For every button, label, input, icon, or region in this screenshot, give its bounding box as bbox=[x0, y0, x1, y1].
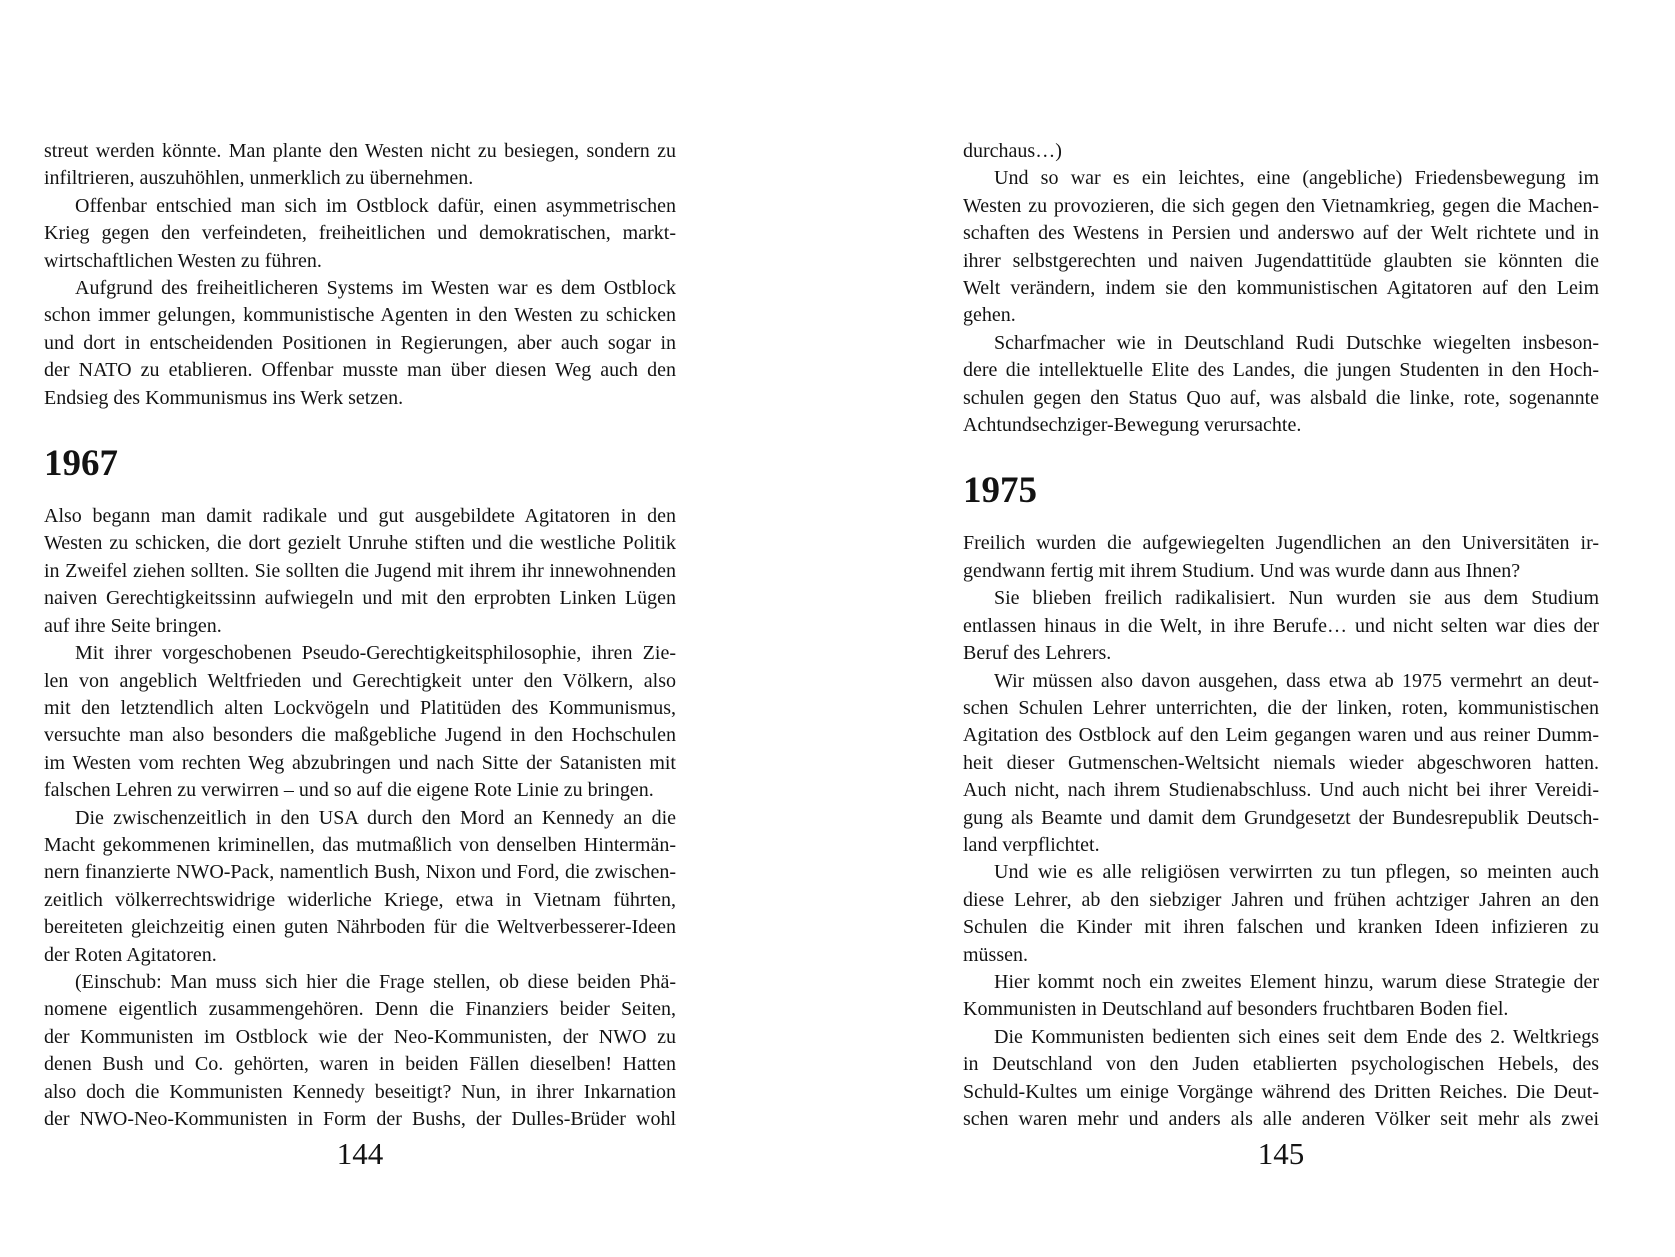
text-line: Freilich wurden die aufgewiegelten Jugendlichen an den Universitäten ir- bbox=[963, 532, 1599, 555]
paragraph bbox=[44, 503, 676, 640]
paragraph bbox=[963, 138, 1599, 165]
text-line: Die zwischenzeitlich in den USA durch den Mord an Kennedy an die bbox=[75, 806, 676, 829]
text-line: Kommunisten in Deutschland auf besonders fruchtbaren Boden fiel. bbox=[963, 998, 1509, 1021]
text-line: Auch nicht, nach ihrem Studienabschluss. Und auch nicht bei ihrer Vereidi- bbox=[963, 779, 1599, 802]
text-line: Macht gekommenen kriminellen, das mutmaßlich von denselben Hintermän- bbox=[44, 833, 676, 856]
text-line: Die Kommunisten bedienten sich eines seit dem Ende des 2. Weltkriegs bbox=[994, 1025, 1599, 1048]
text-line: im Westen vom rechten Weg abzubringen und nach Sitte der Satanisten mit bbox=[44, 751, 676, 774]
text-line: schon immer gelungen, kommunistische Agenten in den Westen zu schicken bbox=[44, 304, 676, 327]
paragraph bbox=[44, 805, 676, 969]
text-line: Westen zu provozieren, die sich gegen den Vietnamkrieg, gegen die Machen- bbox=[963, 194, 1599, 217]
paragraph bbox=[963, 165, 1599, 329]
paragraph bbox=[44, 138, 676, 193]
text-line: Achtundsechziger-Bewegung verursachte. bbox=[963, 414, 1302, 437]
text-line: Mit ihrer vorgeschobenen Pseudo-Gerechtigkeitsphilosophie, ihren Zie- bbox=[75, 642, 676, 665]
text-line: durchaus…) bbox=[963, 140, 1062, 162]
text-line: Westen zu schicken, die dort gezielt Unruhe stiften und die westliche Politik bbox=[44, 532, 676, 555]
text-line: naiven Gerechtigkeitssinn aufwiegeln und mit den erprobten Linken Lügen bbox=[44, 587, 676, 610]
paragraph bbox=[44, 969, 676, 1133]
text-line: in Deutschland von den Juden etablierten psychologischen Hebels, des bbox=[963, 1053, 1599, 1076]
paragraph bbox=[44, 193, 676, 275]
paragraph bbox=[44, 275, 676, 412]
text-line: der NATO zu etablieren. Offenbar musste man über diesen Weg auch den bbox=[44, 359, 676, 382]
text-line: wirtschaftlichen Westen zu führen. bbox=[44, 249, 322, 272]
text-line: der Kommunisten im Ostblock wie der Neo-Kommunisten, der NWO zu bbox=[44, 1025, 676, 1048]
paragraph bbox=[963, 530, 1599, 585]
paragraph bbox=[963, 668, 1599, 860]
text-line: nomene eigentlich zusammengehören. Denn die Finanziers beider Seiten, bbox=[44, 998, 676, 1021]
text-line: müssen. bbox=[963, 943, 1028, 966]
text-line: Krieg gegen den verfeindeten, freiheitlichen und demokratischen, markt- bbox=[44, 222, 676, 245]
text-line: Offenbar entschied man sich im Ostblock dafür, einen asymmetrischen bbox=[75, 194, 676, 217]
text-line: gung als Beamte und damit dem Grundgesetzt der Bundesrepublik Deutsch- bbox=[963, 806, 1599, 829]
paragraph bbox=[44, 640, 676, 804]
text-line: denen Bush und Co. gehörten, waren in beiden Fällen dieselben! Hatten bbox=[44, 1053, 676, 1076]
text-line: schulen gegen den Status Quo auf, was alsbald die linke, rote, sogenannte bbox=[963, 386, 1599, 409]
paragraph bbox=[963, 859, 1599, 969]
page-number: 144 bbox=[336, 1136, 384, 1172]
text-line: Beruf des Lehrers. bbox=[963, 642, 1112, 665]
text-line: gendwann fertig mit ihrem Studium. Und was wurde dann aus Ihnen? bbox=[963, 559, 1521, 582]
section-heading: 1967 bbox=[44, 443, 118, 485]
text-line: Also begann man damit radikale und gut ausgebildete Agitatoren in den bbox=[44, 505, 676, 528]
text-line: also doch die Kommunisten Kennedy beseitigt? Nun, in ihrer Inkarnation bbox=[44, 1080, 676, 1103]
text-line: entlassen hinaus in die Welt, in ihre Berufe… und nicht selten war dies der bbox=[963, 614, 1599, 637]
text-line: dere die intellektuelle Elite des Landes, die jungen Studenten in den Hoch- bbox=[963, 359, 1599, 382]
text-line: falschen Lehren zu verwirren – und so auf die eigene Rote Linie zu bringen. bbox=[44, 779, 654, 802]
text-line: mit den letztendlich alten Lockvögeln und Platitüden des Kommunismus, bbox=[44, 696, 676, 719]
text-line: infiltrieren, auszuhöhlen, unmerklich zu übernehmen. bbox=[44, 167, 474, 190]
book-page-right bbox=[963, 138, 1599, 1171]
text-line: gehen. bbox=[963, 304, 1016, 327]
paragraph bbox=[963, 969, 1599, 1024]
section-heading: 1975 bbox=[963, 470, 1037, 512]
text-line: Schulen die Kinder mit ihren falschen und kranken Ideen infizieren zu bbox=[963, 916, 1599, 939]
paragraph bbox=[963, 330, 1599, 440]
text-line: Aufgrund des freiheitlicheren Systems im Westen war es dem Ostblock bbox=[75, 277, 676, 300]
text-line: und dort in entscheidenden Positionen in Regierungen, aber auch sogar in bbox=[44, 331, 676, 354]
text-line: Und so war es ein leichtes, eine (angebliche) Friedensbewegung im bbox=[994, 167, 1599, 190]
paragraph bbox=[963, 1024, 1599, 1134]
text-line: Scharfmacher wie in Deutschland Rudi Dutschke wiegelten insbeson- bbox=[994, 331, 1599, 354]
text-line: der Roten Agitatoren. bbox=[44, 943, 217, 966]
text-line: auf ihre Seite bringen. bbox=[44, 614, 222, 637]
text-line: Und wie es alle religiösen verwirrten zu tun pflegen, so meinten auch bbox=[994, 861, 1599, 884]
text-line: land verpflichtet. bbox=[963, 833, 1100, 856]
text-line: Schuld-Kultes um einige Vorgänge während des Dritten Reiches. Die Deut- bbox=[963, 1080, 1599, 1103]
book-page-left bbox=[44, 138, 676, 1171]
text-line: diese Lehrer, ab den siebziger Jahren und frühen achtziger Jahren an den bbox=[963, 888, 1599, 911]
text-line: versuchte man also besonders die maßgebliche Jugend in den Hochschulen bbox=[44, 724, 676, 747]
text-line: der NWO-Neo-Kommunisten in Form der Bushs, der Dulles-Brüder wohl bbox=[44, 1108, 676, 1130]
text-line: Welt verändern, indem sie den kommunistischen Agitatoren auf den Leim bbox=[963, 277, 1599, 300]
text-line: Sie blieben freilich radikalisiert. Nun wurden sie aus dem Studium bbox=[994, 587, 1599, 610]
text-line: Hier kommt noch ein zweites Element hinzu, warum diese Strategie der bbox=[994, 970, 1599, 993]
text-line: len von angeblich Weltfrieden und Gerechtigkeit unter den Völkern, also bbox=[44, 669, 676, 692]
text-line: Endsieg des Kommunismus ins Werk setzen. bbox=[44, 386, 404, 409]
text-line: streut werden könnte. Man plante den Westen nicht zu besiegen, sondern zu bbox=[44, 140, 676, 162]
paragraph bbox=[963, 585, 1599, 667]
text-line: in Zweifel ziehen sollten. Sie sollten die Jugend mit ihrem ihr innewohnenden bbox=[44, 559, 676, 582]
text-line: nern finanzierte NWO-Pack, namentlich Bush, Nixon und Ford, die zwischen- bbox=[44, 861, 676, 884]
text-line: schen Schulen Lehrer unterrichten, die der linken, roten, kommunistischen bbox=[963, 696, 1599, 719]
text-line: ihrer selbstgerechten und naiven Jugendattitüde glaubten sie könnten die bbox=[963, 249, 1599, 272]
text-line: schaften des Westens in Persien und anderswo auf der Welt richtete und in bbox=[963, 222, 1599, 245]
text-line: zeitlich völkerrechtswidrige widerliche Kriege, etwa in Vietnam führten, bbox=[44, 888, 676, 911]
text-line: bereiteten gleichzeitig einen guten Nährboden für die Weltverbesserer-Ideen bbox=[44, 916, 676, 939]
text-line: Agitation des Ostblock auf den Leim gegangen waren und aus reiner Dumm- bbox=[963, 724, 1599, 747]
text-line: schen waren mehr und anders als alle anderen Völker seit mehr als zwei bbox=[963, 1108, 1599, 1130]
text-line: heit dieser Gutmenschen-Weltsicht niemals wieder abgeschworen hatten. bbox=[963, 751, 1599, 774]
text-line: Wir müssen also davon ausgehen, dass etwa ab 1975 vermehrt an deut- bbox=[994, 669, 1599, 692]
page-number: 145 bbox=[1257, 1136, 1305, 1172]
text-line: (Einschub: Man muss sich hier die Frage stellen, ob diese beiden Phä- bbox=[75, 970, 676, 993]
